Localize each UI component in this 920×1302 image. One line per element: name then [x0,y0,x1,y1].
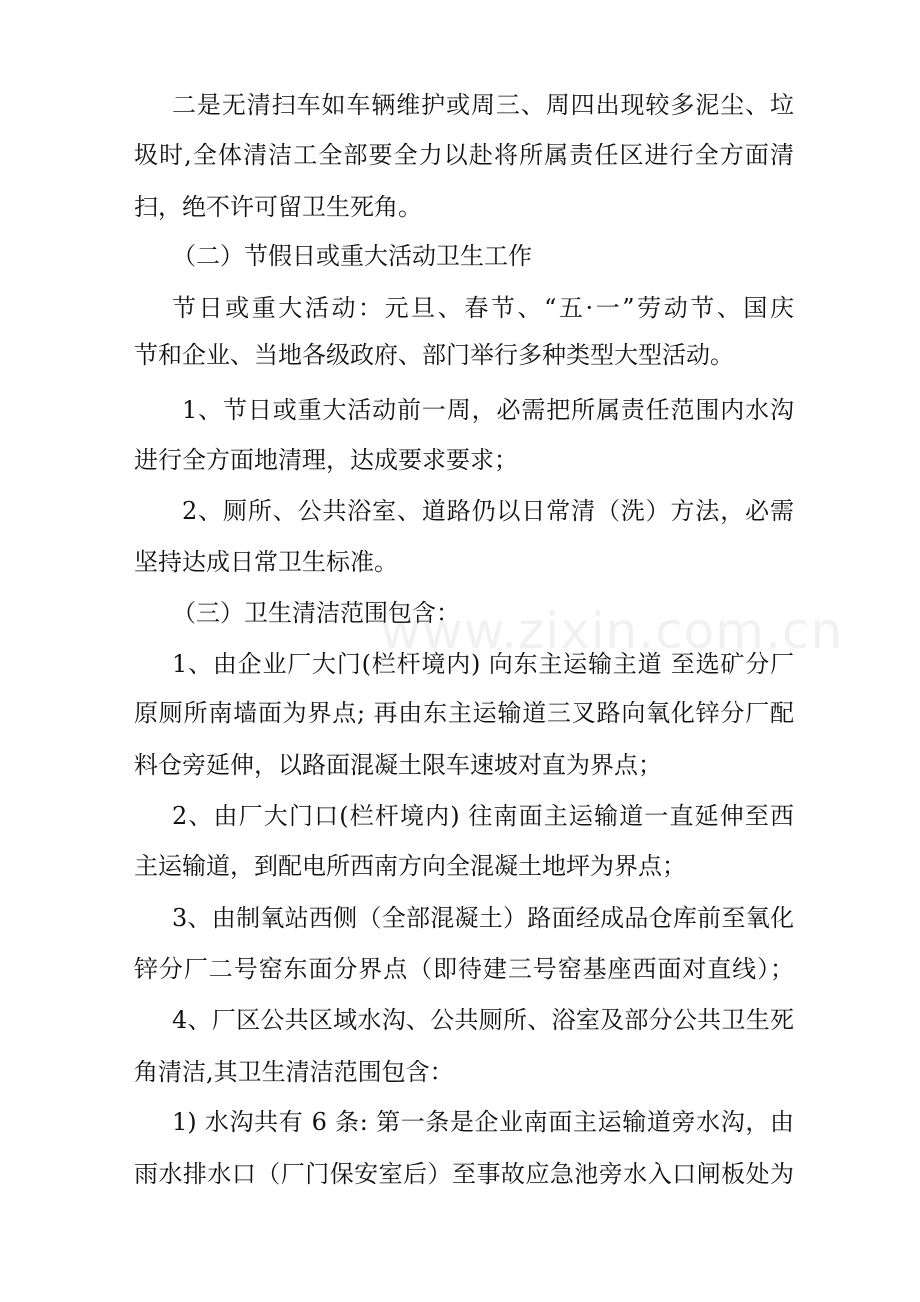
scope-item-2-line-1: 2、由厂大门口(栏杆境内) 往南面主运输道一直延伸至西 [172,802,794,830]
list-item-2-line-2: 坚持达成日常卫生标准。 [134,548,398,576]
paragraph-line-5: 节日或重大活动：元旦、春节、“五·一”劳动节、国庆 [172,294,794,322]
section-heading-2: （二）节假日或重大活动卫生工作 [172,242,532,270]
scope-item-1-line-2: 原厕所南墙面为界点; 再由东主运输道三叉路向氧化锌分厂配 [134,699,794,727]
section-heading-3: （三）卫生清洁范围包含： [172,599,460,627]
paragraph-line-1: 二是无清扫车如车辆维护或周三、周四出现较多泥尘、垃 [172,91,794,119]
paragraph-line-6: 节和企业、当地各级政府、部门举行多种类型大型活动。 [134,341,734,369]
scope-item-4-line-1: 4、厂区公共区域水沟、公共厕所、浴室及部分公共卫生死 [172,1006,794,1034]
paragraph-line-2: 圾时,全体清洁工全部要全力以赴将所属责任区进行全方面清 [134,141,794,169]
scope-item-4-line-2: 角清洁,其卫生清洁范围包含： [134,1058,454,1086]
subitem-1-line-1: 1) 水沟共有 6 条: 第一条是企业南面主运输道旁水沟，由 [172,1108,794,1136]
list-item-2-line-1: 2、厕所、公共浴室、道路仍以日常清（洗）方法，必需 [182,497,794,525]
scope-item-2-line-2: 主运输道，到配电所西南方向全混凝土地坪为界点； [134,852,686,880]
scope-item-1-line-1: 1、由企业厂大门(栏杆境内) 向东主运输主道 至选矿分厂 [172,650,794,678]
scope-item-3-line-1: 3、由制氧站西侧（全部混凝土）路面经成品仓库前至氧化 [172,904,794,932]
paragraph-line-3: 扫，绝不许可留卫生死角。 [134,193,422,221]
list-item-1-line-1: 1、节日或重大活动前一周，必需把所属责任范围内水沟 [182,396,794,424]
scope-item-1-line-3: 料仓旁延伸，以路面混凝土限车速坡对直为界点； [134,751,662,779]
list-item-1-line-2: 进行全方面地清理，达成要求要求； [134,446,518,474]
watermark-text: www.zixin.com.cn [380,602,844,660]
scope-item-3-line-2: 锌分厂二号窑东面分界点（即待建三号窑基座西面对直线）； [134,955,794,983]
subitem-1-line-2: 雨水排水口（厂门保安室后）至事故应急池旁水入口闸板处为 [134,1160,794,1188]
